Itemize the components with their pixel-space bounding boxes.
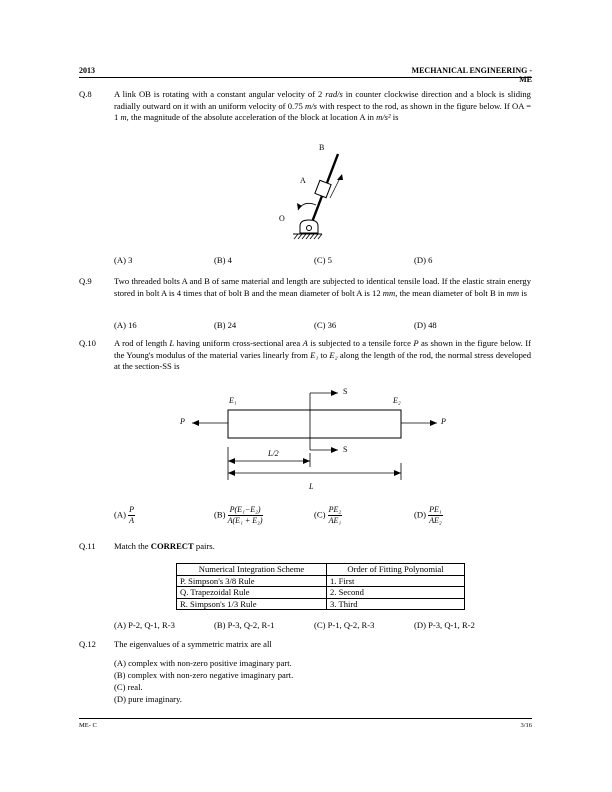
table-cell: 1. First [327, 575, 465, 587]
q10-option-a[interactable]: (A) $\frac{P}{A}$ [114, 505, 134, 525]
ground-hatch [294, 234, 322, 239]
q10-option-c[interactable]: (C) $\frac{\text{PE₂}}{\text{AE₁}}$ [314, 505, 342, 525]
q11-number: Q.11 [79, 541, 96, 551]
table-cell: P. Simpson's 3/8 Rule [177, 575, 327, 587]
label-s-bottom: S [343, 445, 348, 454]
q8-text: A link OB is rotating with a constant angular velocity of 2 rad/s in counter clockwise direction and a block is sliding radially outward on it with an uniform velocity of 0.75 m/s with respect to the rod, as shown in the figure below. If OA = 1 m, the magnitude of the absolute acceleration of the block at location A in m/s² is [114, 89, 531, 122]
section-top-arrowhead [331, 390, 338, 396]
footer-page: 3/16 [520, 722, 532, 729]
label-p-left: P [180, 417, 185, 426]
label-b: B [319, 143, 325, 152]
table-header: Numerical Integration Scheme [177, 564, 327, 576]
label-a: A [300, 176, 306, 185]
q12-option-b[interactable]: (B) complex with non-zero negative imaginary part. [114, 670, 294, 680]
q8-option-c[interactable]: (C) 5 [314, 255, 332, 265]
rotation-arrowhead [297, 203, 302, 210]
table-row [177, 575, 465, 587]
q9-option-c[interactable]: (C) 36 [314, 320, 337, 330]
label-full-length: L [309, 482, 314, 491]
q11-option-c[interactable]: (C) P-1, Q-2, R-3 [314, 620, 375, 630]
footer-rule [79, 718, 532, 719]
q10-option-d[interactable]: (D) $\frac{\text{PE₁}}{\text{AE₂}}$ [414, 505, 442, 525]
q9-number: Q.9 [79, 276, 92, 286]
table-header-row [177, 564, 465, 576]
q12-option-a[interactable]: (A) complex with non-zero positive imaginary part. [114, 658, 292, 668]
q11-text: Match the CORRECT pairs. [114, 541, 215, 551]
q9-option-d[interactable]: (D) 48 [414, 320, 437, 330]
label-e2: E₂ [393, 396, 401, 405]
table-cell: 2. Second [327, 587, 465, 599]
header-subject: MECHANICAL ENGINEERING - ME [411, 66, 532, 84]
rod-body [228, 410, 401, 438]
q11-option-a[interactable]: (A) P-2, Q-1, R-3 [114, 620, 175, 630]
velocity-guide [330, 178, 340, 198]
q12-option-d[interactable]: (D) pure imaginary. [114, 694, 182, 704]
table-cell: R. Simpson's 1/3 Rule [177, 598, 327, 610]
force-left-arrowhead [192, 420, 199, 426]
q9-option-a[interactable]: (A) 16 [114, 320, 137, 330]
q8-link-figure [260, 140, 360, 245]
table-row [177, 598, 465, 610]
label-e1: E₁ [229, 396, 237, 405]
footer-code: ME- C [79, 722, 97, 729]
force-right-arrowhead [430, 420, 437, 426]
table-cell: 3. Third [327, 598, 465, 610]
q8-number: Q.8 [79, 89, 92, 99]
q12-option-c[interactable]: (C) real. [114, 682, 143, 692]
q10-text: A rod of length L having uniform cross-sectional area A is subjected to a tensile force P as shown in the figure below. If the Young's modulus of the material varies linearly from E₁ to E₂ along the length of the rod, the normal stress developed at the section-SS is [114, 338, 532, 371]
table-row [177, 587, 465, 599]
section-bottom-arrowhead [331, 447, 338, 453]
table-cell: Q. Trapezoidal Rule [177, 587, 327, 599]
pivot-pin [307, 226, 312, 231]
sliding-block [315, 180, 331, 197]
q12-number: Q.12 [79, 639, 96, 649]
q8-option-d[interactable]: (D) 6 [414, 255, 433, 265]
q12-text: The eigenvalues of a symmetric matrix are all [114, 639, 272, 649]
label-o: O [279, 214, 285, 223]
label-half-length: L/2 [268, 449, 279, 458]
header-rule [79, 77, 532, 78]
velocity-arrowhead [337, 174, 343, 180]
header-year: 2013 [79, 66, 95, 75]
q11-option-d[interactable]: (D) P-3, Q-1, R-2 [414, 620, 475, 630]
label-p-right: P [441, 417, 446, 426]
q10-number: Q.10 [79, 338, 96, 348]
q10-option-b[interactable]: (B) $\frac{\text{P(E₁−E₂)}}{\text{A(E₁ + E₂)}}$ [214, 505, 263, 525]
q9-option-b[interactable]: (B) 24 [214, 320, 237, 330]
q11-option-b[interactable]: (B) P-3, Q-2, R-1 [214, 620, 275, 630]
table-header: Order of Fitting Polynomial [327, 564, 465, 576]
q9-text: Two threaded bolts A and B of same material and length are subjected to identical tensile load. If the elastic strain energy stored in bolt A is 4 times that of bolt B and the mean diameter of bolt A is 12 mm, the mean diameter of bolt B in mm is [114, 276, 531, 298]
q11-match-table [176, 563, 465, 610]
label-s-top: S [343, 387, 348, 396]
q8-option-b[interactable]: (B) 4 [214, 255, 232, 265]
q8-option-a[interactable]: (A) 3 [114, 255, 133, 265]
